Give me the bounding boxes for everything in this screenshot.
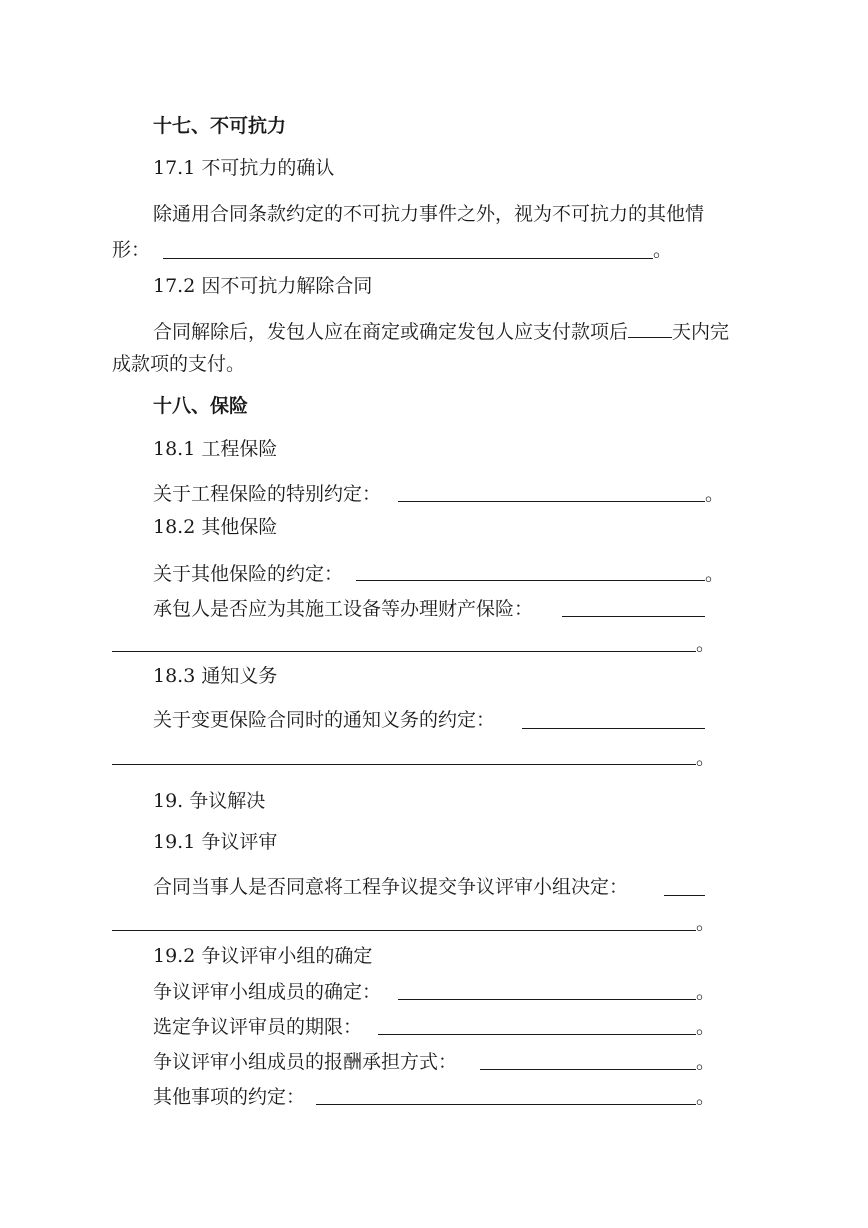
clause-17-2-text-cont: 成款项的支付。 xyxy=(112,353,246,375)
fill-blank-notification-a[interactable] xyxy=(522,728,705,729)
clause-19-1-label: 合同当事人是否同意将工程争议提交争议评审小组决定： xyxy=(153,876,629,898)
clause-18-2-label-2: 承包人是否应为其施工设备等办理财产保险： xyxy=(153,598,534,620)
clause-19-2-item-3-label: 争议评审小组成员的报酬承担方式： xyxy=(153,1051,458,1073)
clause-17-1-label: 形： xyxy=(112,239,151,261)
fill-blank-equipment-insurance-a[interactable] xyxy=(562,616,705,617)
clause-18-2-title: 18.2 其他保险 xyxy=(153,516,278,538)
fill-blank-dispute-review-a[interactable] xyxy=(664,895,705,896)
clause-18-2-end-1: 。 xyxy=(705,563,725,585)
clause-17-1-title: 17.1 不可抗力的确认 xyxy=(153,157,335,179)
clause-18-1-label: 关于工程保险的特别约定： xyxy=(153,483,382,505)
clause-19-2-item-3-end: 。 xyxy=(696,1051,716,1073)
fill-blank-panel-members[interactable] xyxy=(398,999,696,1000)
clause-17-2-text-a: 合同解除后，发包人应在商定或确定发包人应支付款项后 xyxy=(153,321,629,343)
clause-19-1-title: 19.1 争议评审 xyxy=(153,831,278,853)
fill-blank-dispute-review-b[interactable] xyxy=(112,930,696,931)
fill-blank-other-matters[interactable] xyxy=(316,1104,696,1105)
fill-blank-equipment-insurance-b[interactable] xyxy=(112,651,696,652)
clause-18-1-end: 。 xyxy=(705,483,725,505)
clause-18-3-title: 18.3 通知义务 xyxy=(153,665,278,687)
clause-19-1-end: 。 xyxy=(696,912,716,934)
clause-18-3-end: 。 xyxy=(696,747,716,769)
clause-19-2-item-2-end: 。 xyxy=(696,1016,716,1038)
clause-18-2-end-2: 。 xyxy=(696,633,716,655)
clause-19-2-item-4-end: 。 xyxy=(696,1086,716,1108)
fill-blank-engineering-insurance[interactable] xyxy=(398,501,705,502)
clause-19-2-item-1-end: 。 xyxy=(696,981,716,1003)
fill-blank-notification-b[interactable] xyxy=(112,764,696,765)
fill-blank-payment-days[interactable] xyxy=(628,318,672,338)
fill-blank-remuneration[interactable] xyxy=(480,1069,696,1070)
clause-17-1-end: 。 xyxy=(653,239,673,261)
clause-18-1-title: 18.1 工程保险 xyxy=(153,438,278,460)
section-19-heading: 19. 争议解决 xyxy=(153,790,266,812)
clause-19-2-item-4-label: 其他事项的约定： xyxy=(153,1086,306,1108)
fill-blank-other-force-majeure[interactable] xyxy=(163,258,653,259)
clause-19-2-item-1-label: 争议评审小组成员的确定： xyxy=(153,981,382,1003)
clause-18-2-label-1: 关于其他保险的约定： xyxy=(153,563,344,585)
clause-17-2-text xyxy=(153,318,729,344)
clause-17-1-text: 除通用合同条款约定的不可抗力事件之外，视为不可抗力的其他情 xyxy=(153,203,705,225)
section-18-heading: 十八、保险 xyxy=(153,395,249,417)
clause-17-2-text-b: 天内完 xyxy=(672,321,730,343)
fill-blank-other-insurance[interactable] xyxy=(356,580,705,581)
clause-19-2-item-2-label: 选定争议评审员的期限： xyxy=(153,1016,363,1038)
section-17-heading: 十七、不可抗力 xyxy=(153,115,287,137)
clause-17-2-title: 17.2 因不可抗力解除合同 xyxy=(153,275,373,297)
fill-blank-selection-period[interactable] xyxy=(378,1034,696,1035)
clause-18-3-label: 关于变更保险合同时的通知义务的约定： xyxy=(153,709,496,731)
clause-19-2-title: 19.2 争议评审小组的确定 xyxy=(153,945,373,967)
